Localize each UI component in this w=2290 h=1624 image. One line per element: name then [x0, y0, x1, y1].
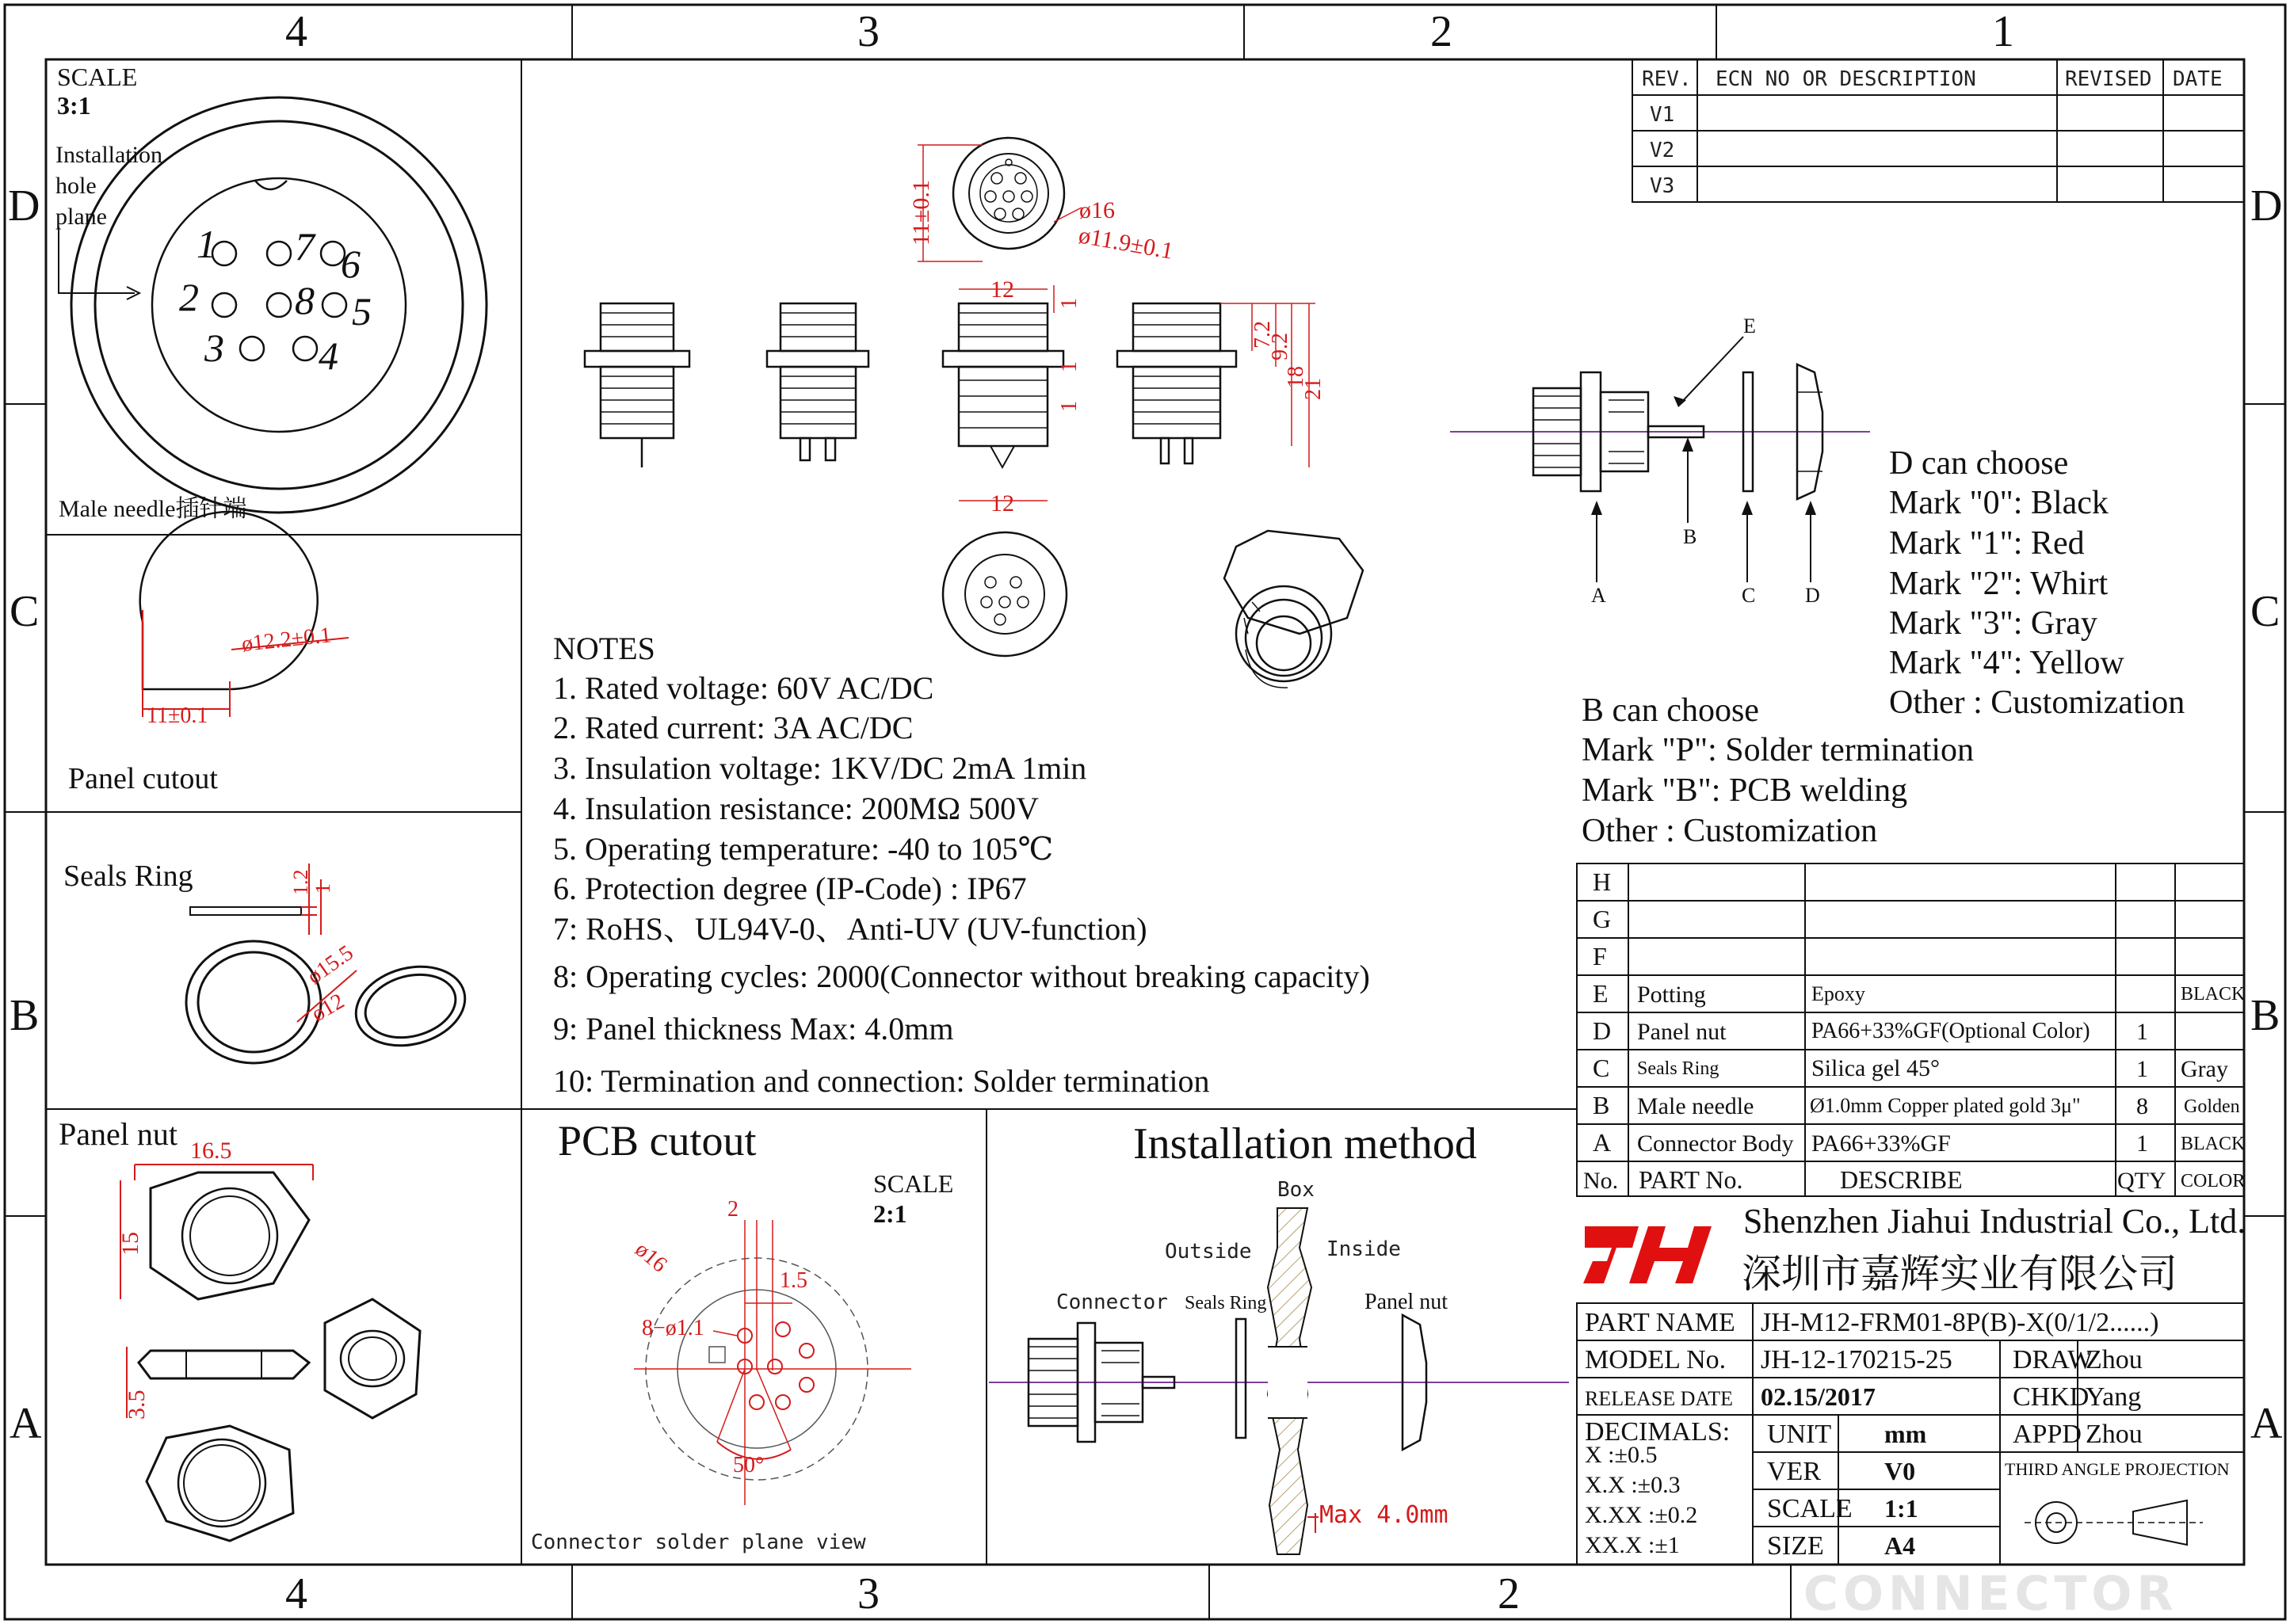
bom-row-d-desc: PA66+33%GF(Optional Color): [1811, 1019, 2090, 1043]
bom-row-b-color: Golden: [2184, 1096, 2240, 1117]
cutout-dia-dim: ø12.2±0.1: [240, 623, 333, 657]
installation-view: [989, 1119, 1569, 1554]
date-header: DATE: [2173, 67, 2223, 91]
zone-col-3: 3: [857, 7, 880, 56]
dim-12-top: 12: [990, 276, 1014, 303]
decimals-xx: X.X :±0.3: [1585, 1472, 1681, 1498]
rev-v2: V2: [1650, 139, 1675, 162]
pcb-caption: Connector solder plane view: [531, 1531, 866, 1554]
options-d-heading: D can choose: [1889, 445, 2069, 482]
cutout-flat-dim: 11±0.1: [147, 703, 208, 728]
zone-row-c-right: C: [2250, 587, 2280, 636]
pcb-dim-dia: ø16: [630, 1237, 672, 1278]
note-9: 9: Panel thickness Max: 4.0mm: [553, 1011, 954, 1046]
dim-18: 18: [1284, 366, 1308, 388]
zone-row-a-right: A: [2250, 1399, 2283, 1448]
seals-ring-view: [63, 860, 474, 1063]
bom-h: H: [1593, 867, 1612, 896]
bom-row-e-part: Potting: [1637, 982, 1706, 1008]
dim-height-11: 11±0.1: [908, 180, 934, 246]
zone-col-2: 2: [1430, 7, 1452, 56]
chkd-value: Yang: [2086, 1382, 2142, 1412]
note-6: 6. Protection degree (IP-Code) : IP67: [553, 871, 1027, 906]
bom-row-e-desc: Epoxy: [1811, 982, 1865, 1005]
zone-col-1: 1: [1992, 7, 2014, 56]
decimals-x: X :±0.5: [1585, 1442, 1658, 1468]
bom-header-color: COLOR: [2181, 1171, 2246, 1191]
nut-width-dim: 16.5: [190, 1138, 232, 1164]
pcb-dim-1-5: 1.5: [780, 1268, 807, 1293]
company-logo: [1583, 1226, 1712, 1283]
dim-1-c: 1: [1057, 401, 1082, 412]
notes-heading: NOTES: [553, 631, 655, 666]
install-box-label: Box: [1277, 1178, 1315, 1202]
install-max-label: Max 4.0mm: [1319, 1501, 1448, 1529]
note-4: 4. Insulation resistance: 200MΩ 500V: [553, 791, 1039, 826]
dim-1-b: 1: [1057, 361, 1082, 372]
pcb-scale-value: 2:1: [873, 1199, 907, 1228]
zone-col-4: 4: [285, 7, 307, 56]
seal-thin-dim: 1: [311, 883, 334, 894]
appd-value: Zhou: [2086, 1420, 2143, 1449]
male-needle-caption: Male needle插针端: [59, 496, 247, 522]
company-block: [1577, 1202, 2246, 1303]
exploded-label-d: D: [1805, 584, 1820, 607]
exploded-label-b: B: [1683, 525, 1697, 548]
zone-row-d-right: D: [2250, 181, 2283, 231]
zone-col-2-bottom: 2: [1498, 1569, 1520, 1618]
option-b-0: Mark "P": Solder termination: [1582, 732, 1975, 768]
scale-value: 3:1: [57, 91, 91, 120]
bom-row-d-no: D: [1593, 1016, 1612, 1045]
panel-cutout-caption: Panel cutout: [68, 762, 218, 795]
bom-row-a-color: BLACK: [2181, 1134, 2246, 1154]
note-8: 8: Operating cycles: 2000(Connector without breaking capacity): [553, 959, 1370, 994]
bom-row-b-desc: Ø1.0mm Copper plated gold 3μ": [1810, 1094, 2081, 1117]
title-block: [1577, 1303, 2244, 1565]
bom-row-b-qty: 8: [2136, 1093, 2148, 1119]
decimals-label: DECIMALS:: [1585, 1417, 1731, 1447]
dim-1-a: 1: [1057, 298, 1082, 309]
watermark-text: CONNECTOR: [1803, 1566, 2178, 1622]
rear-view: [943, 532, 1067, 656]
bom-row-b-no: B: [1593, 1091, 1610, 1119]
option-d-4: Mark "4": Yellow: [1889, 645, 2124, 681]
pin-number-1: 1: [197, 222, 216, 266]
bom-table: [1577, 863, 2246, 1196]
pin-number-2: 2: [179, 275, 199, 319]
bom-row-e-color: BLACK: [2181, 984, 2246, 1005]
unit-value: mm: [1884, 1420, 1927, 1448]
pcb-dim-angle: 50°: [733, 1453, 765, 1477]
bom-row-e-no: E: [1593, 979, 1609, 1008]
seals-ring-caption: Seals Ring: [63, 860, 193, 893]
ver-value: V0: [1884, 1457, 1916, 1485]
bom-row-b-part: Male needle: [1637, 1093, 1754, 1119]
zone-row-b: B: [10, 991, 40, 1040]
install-title: Installation method: [1133, 1119, 1477, 1168]
bom-f: F: [1593, 942, 1607, 970]
exploded-view: [1450, 315, 1870, 607]
panel-nut-caption: Panel nut: [59, 1116, 177, 1152]
revision-table: [1632, 59, 2244, 202]
model-label: MODEL No.: [1585, 1345, 1727, 1374]
install-inside-label: Inside: [1326, 1237, 1401, 1261]
zone-row-d: D: [8, 181, 40, 231]
iso-view: [1224, 531, 1363, 688]
model-value: JH-12-170215-25: [1761, 1345, 1952, 1374]
install-note-line1: Installation: [55, 142, 162, 168]
third-angle-projection-icon: [2025, 1500, 2203, 1545]
rev-header: REV.: [1642, 67, 1692, 91]
seal-thick-dim: 1.2: [289, 869, 312, 895]
dim-9-2: 9.2: [1268, 333, 1292, 360]
draw-value: Zhou: [2086, 1345, 2143, 1374]
option-d-3: Mark "3": Gray: [1889, 605, 2097, 642]
nut-thick-dim: 3.5: [124, 1390, 150, 1420]
bom-row-a-part: Connector Body: [1637, 1130, 1794, 1157]
pcb-dim-2: 2: [727, 1197, 739, 1222]
release-label: RELEASE DATE: [1585, 1387, 1734, 1410]
decimals-xxdx: XX.X :±1: [1585, 1532, 1680, 1558]
dim-21: 21: [1301, 378, 1326, 400]
zone-row-b-right: B: [2250, 991, 2280, 1040]
note-1: 1. Rated voltage: 60V AC/DC: [553, 670, 934, 706]
ecn-header: ECN NO OR DESCRIPTION: [1716, 67, 1976, 91]
rev-v3: V3: [1650, 174, 1675, 198]
dim-12-bottom: 12: [990, 490, 1014, 517]
install-note-line3: plane: [55, 204, 107, 230]
note-3: 3. Insulation voltage: 1KV/DC 2mA 1min: [553, 750, 1087, 786]
appd-label: APPD: [2013, 1420, 2082, 1449]
bom-header-qty: QTY: [2117, 1168, 2166, 1194]
note-5: 5. Operating temperature: -40 to 105℃: [553, 831, 1054, 867]
dim-dia-16: ø16: [1079, 197, 1115, 223]
pin-number-3: 3: [204, 326, 224, 370]
pin-number-7: 7: [295, 224, 315, 269]
bom-row-c-part: Seals Ring: [1637, 1058, 1719, 1079]
option-d-0: Mark "0": Black: [1889, 485, 2109, 521]
options-d: [1889, 445, 2185, 721]
bom-row-d-qty: 1: [2136, 1019, 2148, 1045]
zone-row-c: C: [10, 587, 40, 636]
front-view-top: [908, 138, 1175, 265]
chkd-label: CHKD: [2013, 1382, 2090, 1412]
option-b-1: Mark "B": PCB welding: [1582, 772, 1908, 809]
notes: [553, 631, 1370, 1099]
dim-dia-119: ø11.9±0.1: [1076, 222, 1176, 265]
panel-cutout-view: [68, 512, 349, 795]
bom-header-desc: DESCRIBE: [1840, 1165, 1963, 1194]
pcb-dim-holes: 8−ø1.1: [642, 1316, 704, 1340]
draw-label: DRAW: [2013, 1345, 2093, 1374]
size-label: SIZE: [1767, 1531, 1824, 1561]
scale-label-tb: SCALE: [1767, 1494, 1853, 1523]
exploded-label-e: E: [1743, 315, 1756, 337]
seal-outer-dim: ø15.5: [303, 940, 358, 989]
ver-label: VER: [1767, 1457, 1821, 1486]
option-b-2: Other : Customization: [1582, 813, 1878, 849]
seal-inner-dim: ø12: [307, 989, 349, 1027]
side-views: [585, 276, 1326, 517]
install-outside-label: Outside: [1165, 1240, 1252, 1264]
pcb-cutout-title: PCB cutout: [558, 1117, 757, 1165]
bom-row-c-color: Gray: [2181, 1056, 2228, 1082]
pcb-scale-label: SCALE: [873, 1169, 954, 1198]
unit-label: UNIT: [1767, 1420, 1832, 1449]
pin-number-5: 5: [352, 289, 372, 334]
bom-row-a-no: A: [1593, 1128, 1612, 1157]
install-seals-label: Seals Ring: [1185, 1293, 1267, 1313]
install-note-line2: hole: [55, 173, 97, 199]
bom-row-d-part: Panel nut: [1637, 1019, 1727, 1045]
company-name-en: Shenzhen Jiahui Industrial Co., Ltd.: [1743, 1202, 2246, 1241]
pin-number-4: 4: [319, 334, 338, 378]
options-b-heading: B can choose: [1582, 692, 1759, 729]
note-2: 2. Rated current: 3A AC/DC: [553, 710, 914, 745]
option-d-1: Mark "1": Red: [1889, 525, 2085, 562]
note-7: 7: RoHS、UL94V-0、Anti-UV (UV-function): [553, 911, 1147, 947]
part-name-value: JH-M12-FRM01-8P(B)-X(0/1/2......): [1761, 1308, 2159, 1337]
option-d-5: Other : Customization: [1889, 684, 2185, 721]
scale-value-tb: 1:1: [1884, 1494, 1918, 1523]
dim-7-2: 7.2: [1250, 321, 1275, 349]
zone-row-a: A: [10, 1399, 42, 1448]
male-needle-view: [55, 63, 487, 522]
zone-col-4-bottom: 4: [285, 1569, 307, 1618]
rev-v1: V1: [1650, 103, 1675, 127]
revised-header: REVISED: [2065, 67, 2152, 91]
bom-g: G: [1593, 905, 1612, 933]
release-value: 02.15/2017: [1761, 1382, 1876, 1411]
pcb-cutout-view: [531, 1117, 953, 1554]
company-name-cn: 深圳市嘉辉实业有限公司: [1742, 1252, 2177, 1296]
bom-row-c-no: C: [1593, 1054, 1610, 1082]
size-value: A4: [1884, 1531, 1916, 1560]
pin-number-8: 8: [295, 278, 315, 322]
bom-row-a-qty: 1: [2136, 1130, 2148, 1157]
nut-height-dim: 15: [117, 1232, 143, 1256]
part-name-label: PART NAME: [1585, 1308, 1735, 1337]
pin-number-6: 6: [341, 242, 361, 286]
zone-col-3-bottom: 3: [857, 1569, 880, 1618]
bom-row-c-desc: Silica gel 45°: [1811, 1055, 1940, 1081]
install-panel-wall: [1268, 1208, 1311, 1554]
install-connector-label: Connector: [1056, 1290, 1168, 1314]
projection-label: THIRD ANGLE PROJECTION: [2005, 1459, 2230, 1479]
bom-header-no: No.: [1583, 1168, 1619, 1194]
bom-row-a-desc: PA66+33%GF: [1811, 1130, 1951, 1157]
exploded-label-a: A: [1591, 584, 1606, 607]
option-d-2: Mark "2": Whirt: [1889, 566, 2109, 602]
bom-row-c-qty: 1: [2136, 1056, 2148, 1082]
scale-label: SCALE: [57, 63, 138, 91]
bom-header-part: PART No.: [1639, 1165, 1743, 1194]
note-10: 10: Termination and connection: Solder termination: [553, 1063, 1210, 1099]
decimals-xxx: X.XX :±0.2: [1585, 1502, 1698, 1528]
install-nut-label: Panel nut: [1364, 1290, 1448, 1314]
panel-nut-view: [59, 1116, 420, 1541]
exploded-label-c: C: [1742, 584, 1756, 607]
watermark: [1803, 1566, 2178, 1622]
